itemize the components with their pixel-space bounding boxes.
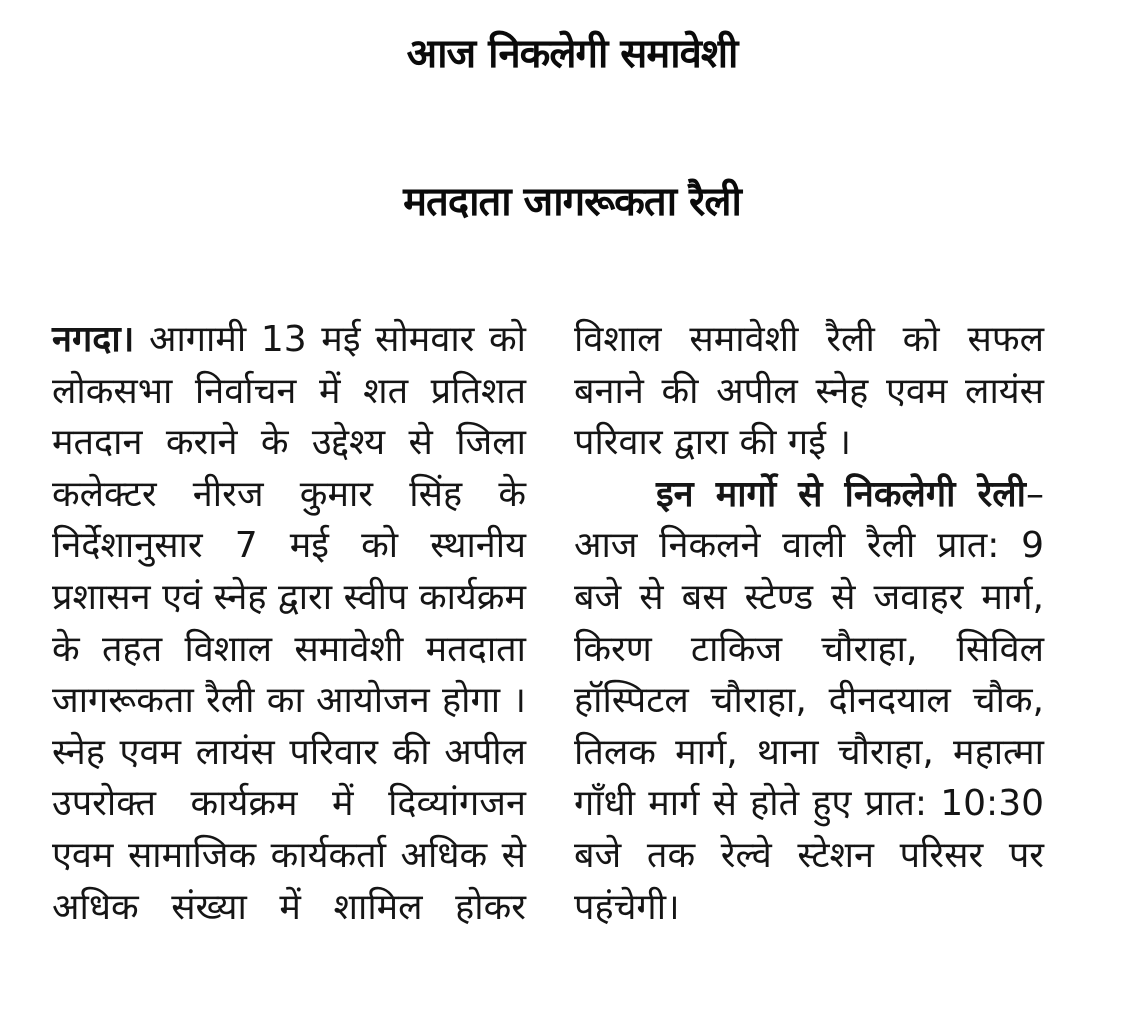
article-paragraph-left bbox=[52, 314, 526, 933]
article-column-left bbox=[52, 314, 526, 933]
subhead-dash: – bbox=[1026, 473, 1044, 515]
headline-line-2: मतदाता जागरूकता रैली bbox=[403, 179, 741, 225]
article-paragraph-right-1: विशाल समावेशी रैली को सफल बनाने की अपील स्नेह एवम लायंस परिवार द्वारा की गई । bbox=[574, 319, 1044, 464]
left-paragraph-text: आगामी 13 मई सोमवार को लोकसभा निर्वाचन में शत प्रतिशत मतदान कराने के उद्देश्य से जिला कलेक्टर नीरज कुमार सिंह के निर्देशानुसार 7 मई को स्थानीय प्रशासन एवं स्नेह द्वारा स्वीप कार्यक्रम के तहत विशाल समावेशी मतदाता जागरूकता रैली का आयोजन होगा । स्नेह एवम लायंस परिवार की अपील उपरोक्त कार्यक्रम में दिव्यांगजन एवम सामाजिक कार्यकर्ता अधिक से अधिक संख्या में शामिल होकर bbox=[52, 319, 526, 928]
right-paragraph-text: आज निकलने वाली रैली प्रात: 9 बजे से बस स्टेण्ड से जवाहर मार्ग, किरण टाकिज चौराहा, सिविल हॉस्पिटल चौराहा, दीनदयाल चौक, तिलक मार्ग, थाना चौराहा, महात्मा गाँधी मार्ग से होते हुए प्रात: 10:30 बजे तक रेल्वे स्टेशन परिसर पर पहंचेगी। bbox=[574, 525, 1044, 928]
article-column-right bbox=[574, 314, 1044, 933]
subhead: इन मार्गो से निकलेगी रेली bbox=[656, 473, 1026, 515]
dateline: नगदा। bbox=[52, 319, 135, 360]
article-paragraph-right-2 bbox=[574, 469, 1044, 933]
headline-line-1: आज निकलेगी समावेशी bbox=[406, 31, 738, 77]
